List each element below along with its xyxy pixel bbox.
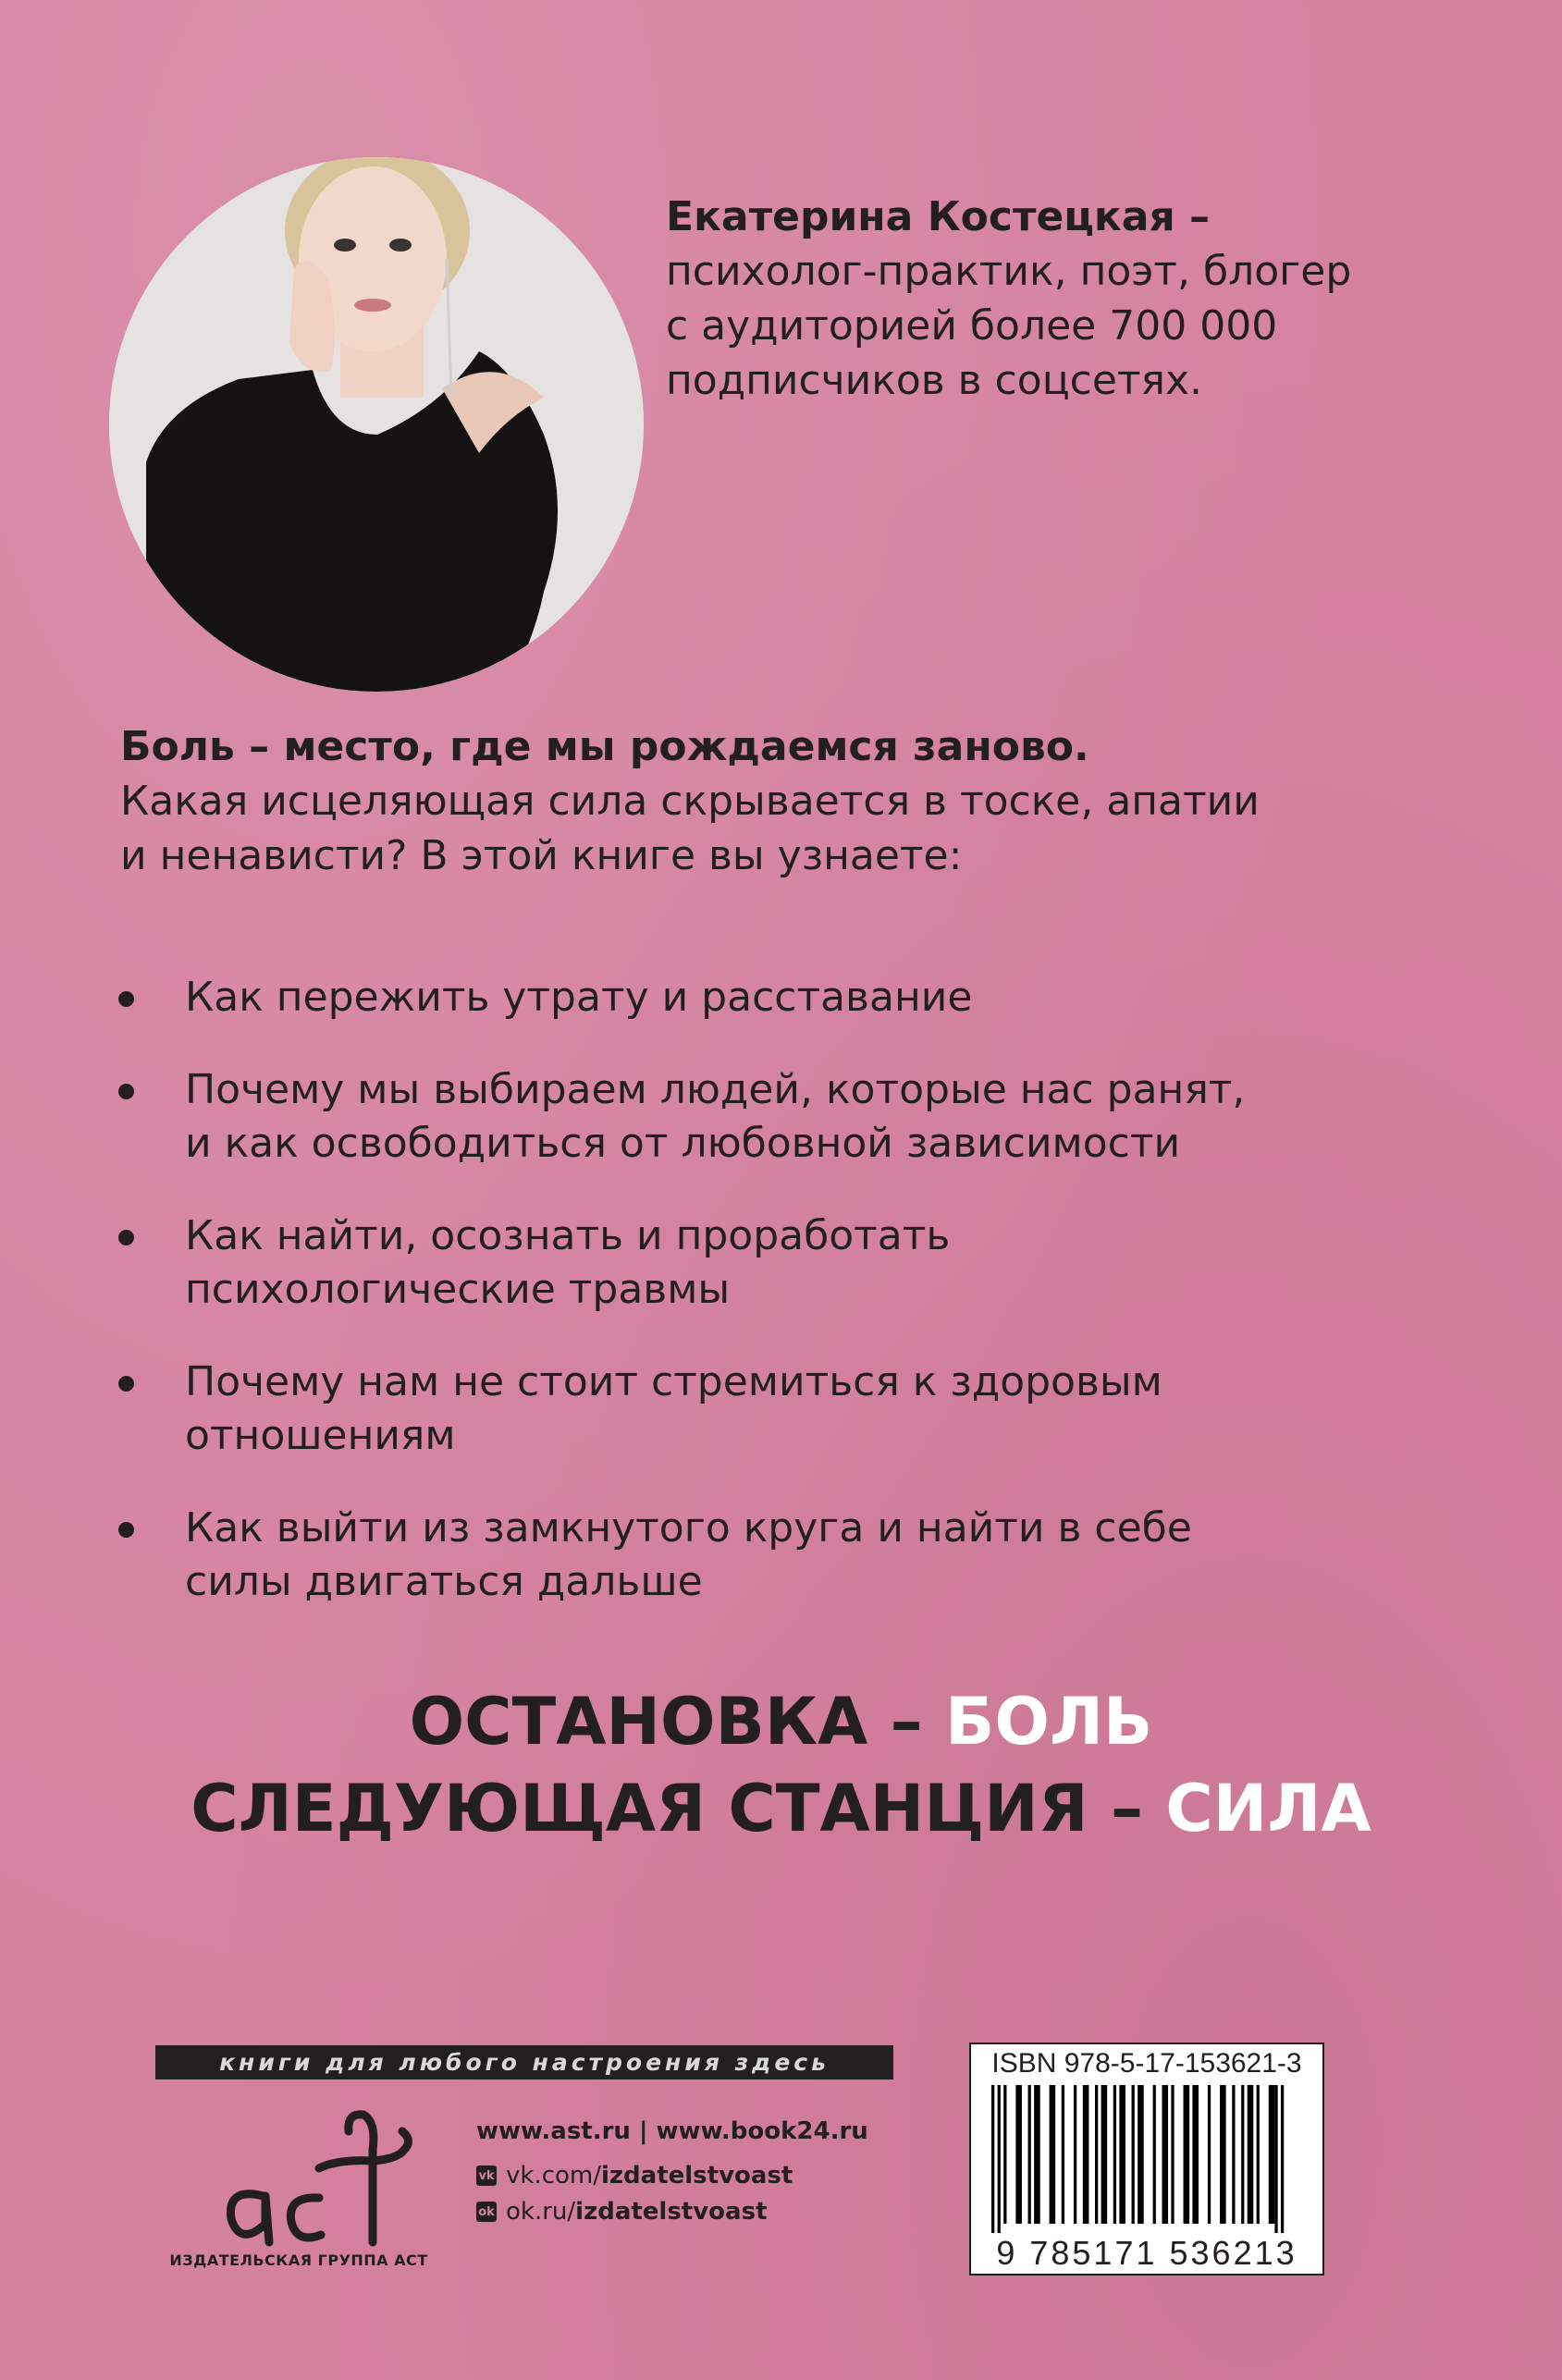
list-item-text: психологические травмы: [185, 1266, 731, 1313]
list-item-text: Как найти, осознать и проработать: [185, 1212, 951, 1259]
barcode-bar: [1132, 2085, 1135, 2224]
barcode-bar: [1232, 2085, 1235, 2224]
vk-link-prefix: vk.com/: [506, 2162, 601, 2190]
barcode-bar: [1113, 2085, 1116, 2224]
barcode-bar: [1241, 2085, 1244, 2224]
list-item: [185, 971, 1461, 1024]
vk-icon: vk: [476, 2165, 497, 2186]
barcode-bar: [1101, 2085, 1108, 2224]
slogan-text-dark: ОСТАНОВКА –: [409, 1684, 946, 1760]
list-item-text: Как пережить утрату и расставание: [185, 974, 973, 1021]
list-item: [185, 1209, 1461, 1317]
list-item-text: силы двигаться дальше: [185, 1558, 703, 1605]
barcode-bar: [1062, 2085, 1064, 2224]
intro: [120, 719, 1461, 883]
barcode-bar: [1220, 2085, 1226, 2224]
list-item-text: и как освободиться от любовной зависимости: [185, 1120, 1181, 1167]
barcode-bar: [1257, 2085, 1260, 2224]
barcode-bar: [1050, 2085, 1056, 2224]
publisher-links: [476, 2117, 868, 2234]
slogan: [0, 1678, 1562, 1852]
intro-line: Какая исцеляющая сила скрывается в тоске, апатии: [120, 778, 1260, 825]
ok-link-prefix: ok.ru/: [506, 2198, 576, 2226]
list-item: [185, 1063, 1461, 1171]
intro-headline: Боль – место, где мы рождаемся заново.: [120, 723, 1089, 770]
barcode-bars: [991, 2085, 1302, 2233]
barcode-bar: [1153, 2085, 1156, 2224]
ok-link-handle: izdatelstvoast: [575, 2198, 768, 2226]
publisher-caption: ИЗДАТЕЛЬСКАЯ ГРУППА АСТ: [169, 2251, 428, 2269]
barcode-bar: [991, 2085, 994, 2233]
bullet-icon: [118, 1522, 134, 1538]
barcode-bar: [1015, 2085, 1022, 2224]
barcode-bar: [998, 2085, 1001, 2233]
publisher-logo: [208, 2094, 421, 2251]
vk-link-handle: izdatelstvoast: [601, 2162, 793, 2190]
list-item: [185, 1502, 1461, 1609]
bullet-icon: [118, 1376, 134, 1392]
barcode-bar: [1192, 2085, 1199, 2224]
bullet-icon: [118, 1084, 134, 1099]
slogan-text-light: БОЛЬ: [945, 1684, 1153, 1760]
barcode-bar: [1074, 2085, 1076, 2224]
barcode-bar: [1095, 2085, 1098, 2224]
list-item-text: Почему мы выбираем людей, которые нас ранят,: [185, 1066, 1246, 1113]
intro-line: и ненависти? В этой книге вы узнаете:: [120, 832, 963, 879]
barcode-bar: [1138, 2085, 1144, 2224]
author-bio-line: психолог-практик, поэт, блогер: [666, 248, 1352, 295]
barcode-bar: [1083, 2085, 1089, 2224]
slogan-text-light: СИЛА: [1165, 1771, 1371, 1846]
barcode-bar: [1162, 2085, 1168, 2224]
author-bio-line: подписчиков в соцсетях.: [666, 357, 1203, 404]
vk-link[interactable]: [476, 2162, 868, 2190]
bullet-icon: [118, 1230, 134, 1245]
slogan-line-2: [0, 1765, 1562, 1852]
author-photo: [109, 157, 644, 692]
barcode-bar: [1274, 2085, 1277, 2233]
ok-link[interactable]: [476, 2198, 868, 2226]
barcode-bar: [1171, 2085, 1174, 2224]
barcode-bar: [1184, 2085, 1190, 2224]
barcode-bar: [1269, 2085, 1275, 2224]
barcode-bar: [1248, 2085, 1254, 2224]
isbn-barcode: [969, 2043, 1324, 2276]
isbn-label: ISBN 978-5-17-153621-3: [991, 2048, 1302, 2079]
list-item-text: Почему нам не стоит стремиться к здоровым: [185, 1358, 1162, 1405]
publisher-sites-link[interactable]: www.ast.ru | www.book24.ru: [476, 2117, 868, 2145]
barcode-bar: [1208, 2085, 1211, 2224]
bullet-icon: [118, 991, 134, 1007]
isbn-digits: 9 785171 536213: [996, 2234, 1298, 2272]
author-name: Екатерина Костецкая –: [666, 193, 1211, 240]
barcode-bar: [1028, 2085, 1031, 2224]
barcode-bar: [1119, 2085, 1125, 2224]
publisher-tagline: книги для любого настроения здесь: [155, 2045, 893, 2079]
list-item-text: Как выйти из замкнутого круга и найти в себе: [185, 1504, 1192, 1552]
list-item: [185, 1356, 1461, 1463]
list-item-text: отношениям: [185, 1412, 456, 1459]
slogan-line-1: [0, 1678, 1562, 1765]
slogan-text-dark: СЛЕДУЮЩАЯ СТАНЦИЯ –: [191, 1771, 1166, 1846]
barcode-bar: [1281, 2085, 1284, 2233]
benefits-list: [185, 971, 1461, 1648]
author-bio: [666, 190, 1498, 408]
barcode-bar: [1003, 2085, 1006, 2224]
barcode-bar: [1034, 2085, 1040, 2224]
ok-icon: ok: [476, 2202, 497, 2222]
author-bio-line: с аудиторией более 700 000: [666, 302, 1278, 350]
